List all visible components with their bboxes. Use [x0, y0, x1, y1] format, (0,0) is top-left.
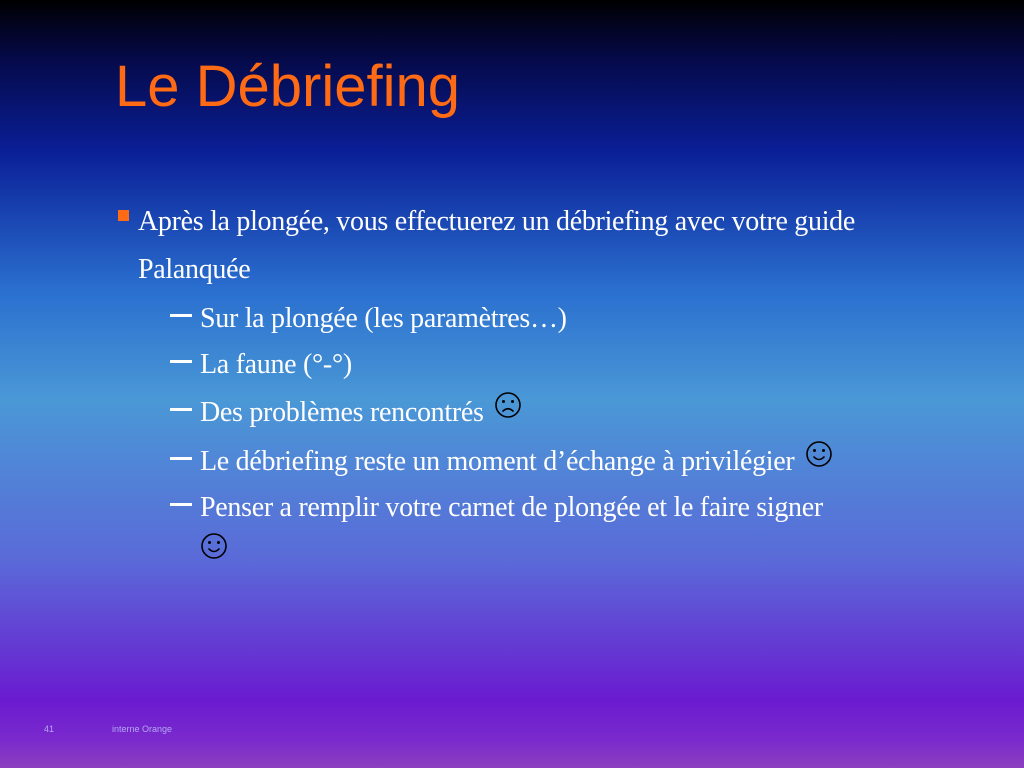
footer-label: interne Orange	[112, 724, 173, 734]
dash-bullet-icon	[170, 314, 192, 317]
sub-bullet-line	[200, 485, 920, 577]
sub-bullet-text: Sur la plongée (les paramètres…)	[200, 303, 567, 334]
slide-title: Le Débriefing	[115, 54, 460, 119]
dash-bullet-icon	[170, 457, 192, 460]
sub-bullet-line	[200, 390, 920, 436]
smiley-face-icon	[200, 532, 228, 560]
dash-bullet-icon	[170, 408, 192, 411]
dash-bullet-icon	[170, 503, 192, 506]
dash-bullet-icon	[170, 360, 192, 363]
sub-bullet-text: Penser a remplir votre carnet de plongée et le faire signer	[200, 492, 823, 523]
square-bullet-icon	[118, 210, 129, 221]
smiley-face-icon	[805, 440, 833, 468]
sub-bullet-line	[200, 439, 920, 485]
page-number: 41	[44, 724, 55, 734]
sub-bullet-text: La faune (°-°)	[200, 349, 352, 380]
frown-face-icon	[494, 391, 522, 419]
sub-bullet-text: Le débriefing reste un moment d’échange à privilégier	[200, 446, 795, 477]
sub-bullet-text: Des problèmes rencontrés	[200, 397, 484, 428]
main-bullet-text: Après la plongée, vous effectuerez un débriefing avec votre guide Palanquée	[138, 206, 856, 285]
